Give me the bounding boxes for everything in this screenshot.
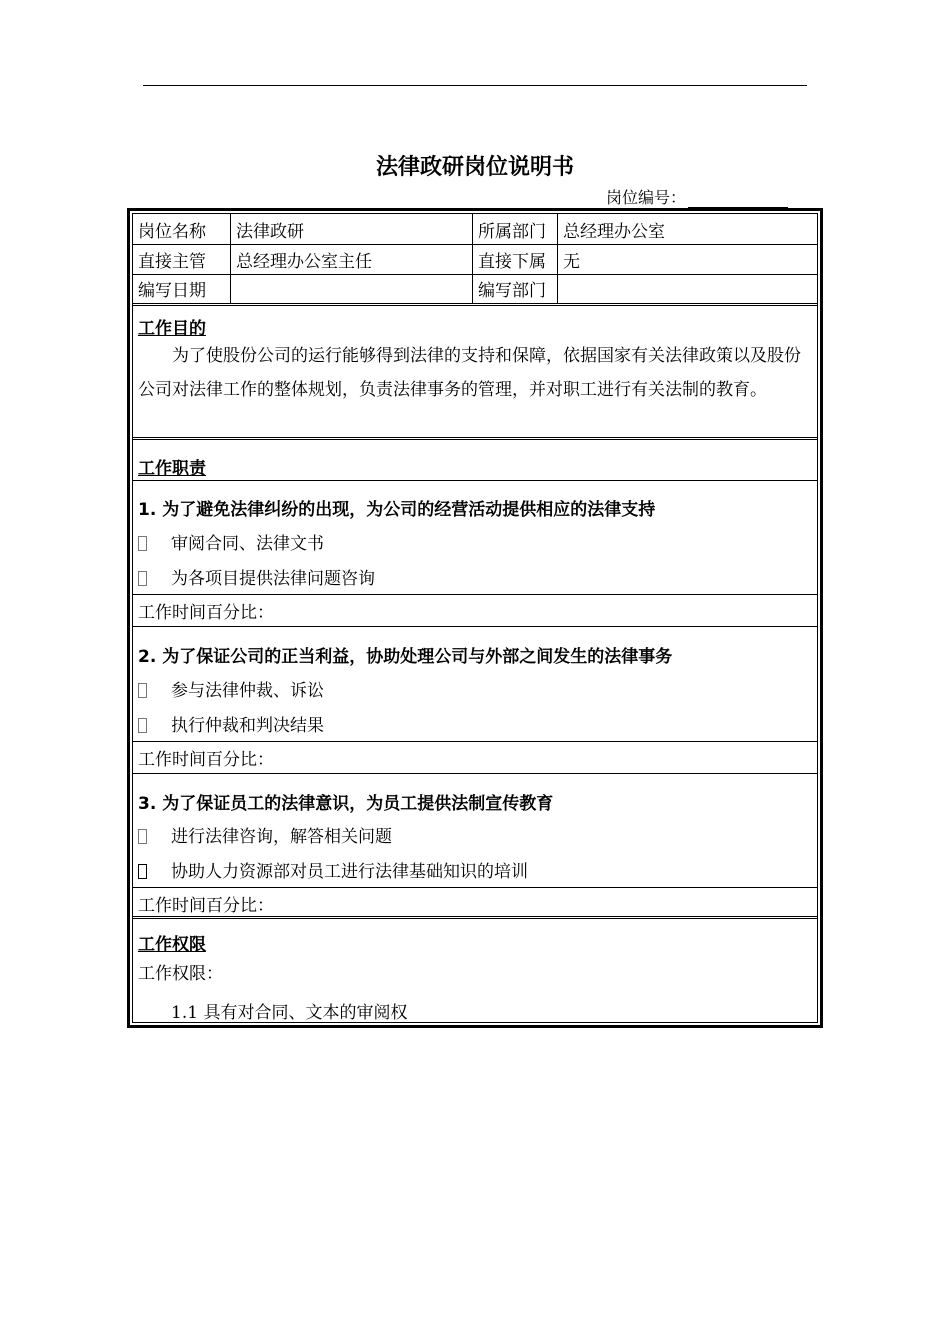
post-number	[606, 185, 788, 208]
duty-task-text: 执行仲裁和判决结果	[171, 716, 324, 736]
checkbox-icon	[138, 571, 147, 586]
duty-task-text: 进行法律咨询，解答相关问题	[171, 827, 392, 847]
label-date-written: 编写日期	[138, 281, 206, 301]
duty-task-text: 审阅合同、法律文书	[171, 534, 324, 554]
checkbox-icon	[138, 536, 147, 551]
duty-title: 2. 为了保证公司的正当利益，协助处理公司与外部之间发生的法律事务	[138, 647, 673, 667]
checkbox-icon	[138, 829, 147, 844]
value-position-name: 法律政研	[236, 222, 304, 242]
label-department: 所属部门	[478, 222, 546, 242]
time-percentage: 工作时间百分比：	[138, 603, 274, 623]
label-direct-supervisor: 直接主管	[138, 252, 206, 272]
purpose-text: 为了使股份公司的运行能够得到法律的支持和保障，依据国家有关法律政策以及股份公司对法律工作的整体规划，负责法律事务的管理，并对职工进行有关法制的教育。	[138, 346, 801, 400]
duty-task	[138, 822, 392, 847]
duty-title: 3. 为了保证员工的法律意识，为员工提供法制宣传教育	[138, 794, 554, 814]
duty-title: 1. 为了避免法律纠纷的出现，为公司的经营活动提供相应的法律支持	[138, 500, 656, 520]
post-number-label: 岗位编号：	[606, 188, 687, 207]
checkbox-icon	[138, 718, 147, 733]
time-percentage: 工作时间百分比：	[138, 896, 274, 916]
row-line	[133, 887, 817, 888]
row-line	[133, 773, 817, 774]
label-writing-department: 编写部门	[478, 281, 546, 301]
document-title: 法律政研岗位说明书	[375, 155, 574, 180]
duty-task-text: 协助人力资源部对员工进行法律基础知识的培训	[171, 862, 528, 882]
duty-task	[138, 857, 528, 882]
row-line	[133, 741, 817, 742]
time-percentage: 工作时间百分比：	[138, 750, 274, 770]
row-line	[133, 626, 817, 627]
value-direct-supervisor: 总经理办公室主任	[236, 252, 372, 272]
authority-item: 1.1 具有对合同、文本的审阅权	[171, 1003, 408, 1023]
row-line	[133, 594, 817, 595]
duty-task	[138, 529, 324, 554]
duty-task-text: 为各项目提供法律问题咨询	[171, 569, 375, 589]
checkbox-icon	[138, 683, 147, 698]
row-line	[133, 480, 817, 481]
duty-task	[138, 676, 324, 701]
duty-task	[138, 711, 324, 736]
label-direct-subordinate: 直接下属	[478, 252, 546, 272]
table-inner	[132, 213, 818, 1023]
value-direct-subordinate: 无	[563, 252, 580, 272]
duties-heading: 工作职责	[138, 459, 206, 479]
duty-task	[138, 564, 375, 589]
header-rule	[143, 85, 807, 86]
purpose-heading: 工作目的	[138, 319, 206, 339]
label-position-name: 岗位名称	[138, 222, 206, 242]
post-number-blank	[688, 191, 788, 208]
authority-heading: 工作权限	[138, 935, 206, 955]
job-description-table	[127, 208, 823, 1028]
authority-label: 工作权限：	[138, 964, 223, 984]
section-divider	[133, 437, 817, 440]
duty-task-text: 参与法律仲裁、诉讼	[171, 681, 324, 701]
checkbox-icon	[138, 864, 147, 879]
value-department: 总经理办公室	[563, 222, 665, 242]
section-divider	[133, 916, 817, 919]
